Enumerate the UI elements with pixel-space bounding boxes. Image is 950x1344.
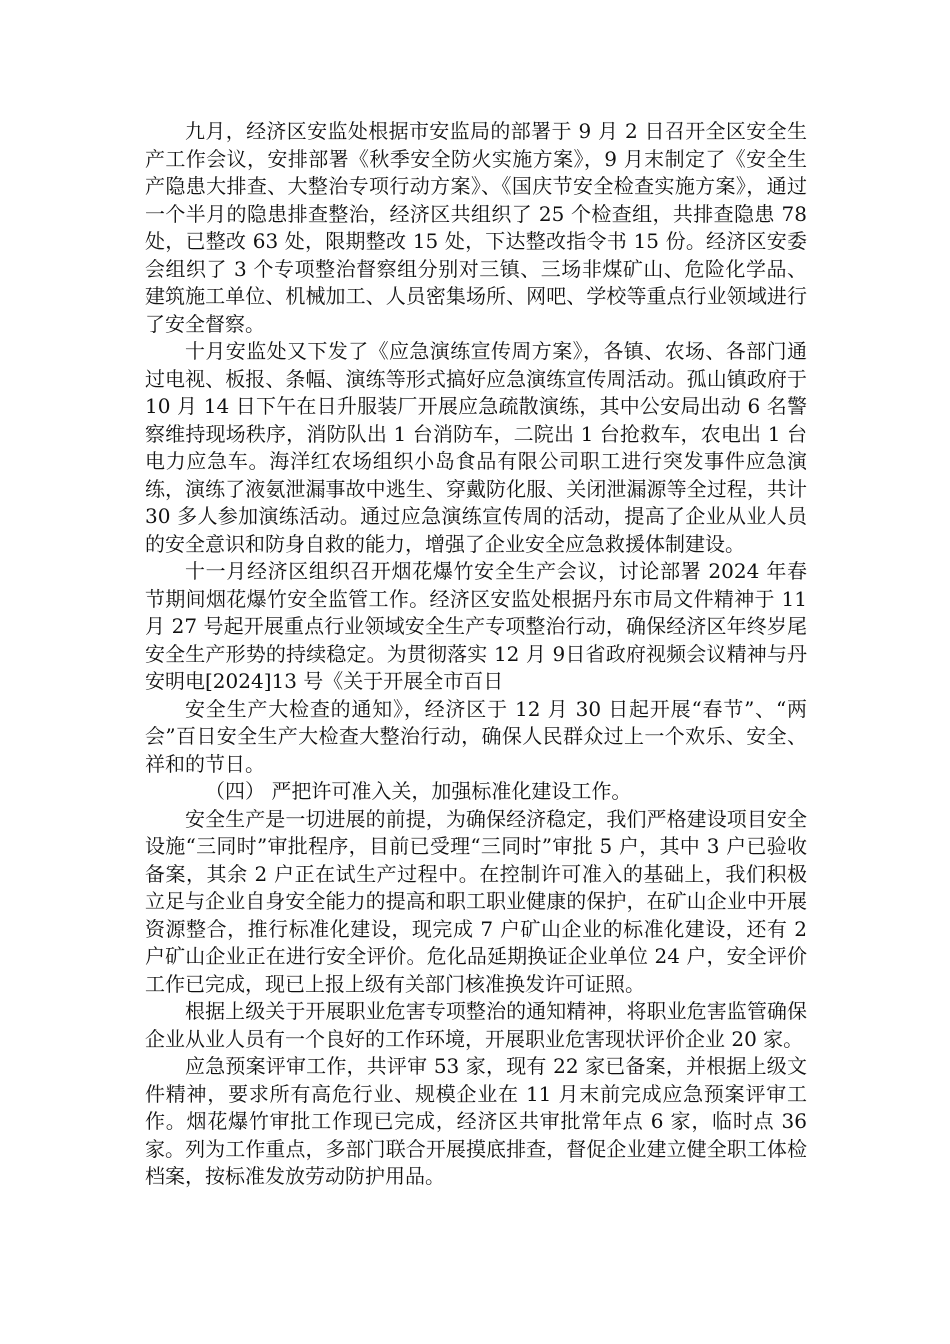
paragraph-emergency-plan-review: 应急预案评审工作，共评审 53 家，现有 22 家已备案，并根据上级文件精神，要求所有高危行业、规模企业在 11 月末前完成应急预案评审工作。烟花爆竹审批工作现已完成，经济区共审批常年点 6 家，临时点 36 家。列为工作重点，多部门联合开展摸底排查，督促企业建立健全职工体检档案，按标准发放劳动防护用品。 — [145, 1054, 807, 1188]
paragraph-september-safety-work: 九月，经济区安监处根据市安监局的部署于 9 月 2 日召开全区安全生产工作会议，安排部署《秋季安全防火实施方案》，9 月末制定了《安全生产隐患大排查、大整治专项行动方案》、《国庆节安全检查实施方案》，通过一个半月的隐患排查整治，经济区共组织了 25 个检查组，共排查隐患 78 处，已整改 63 处，限期整改 15 处，下达整改指令书 15 份。经济区安委会组织了 3 个专项整治督察组分别对三镇、三场非煤矿山、危险化学品、建筑施工单位、机械加工、人员密集场所、网吧、学校等重点行业领域进行了安全督察。 — [145, 119, 807, 336]
paragraph-october-emergency-drill: 十月安监处又下发了《应急演练宣传周方案》，各镇、农场、各部门通过电视、板报、条幅、演练等形式搞好应急演练宣传周活动。孤山镇政府于 10 月 14 日下午在日升服装厂开展应急疏散演练，其中公安局出动 6 名警察维持现场秩序，消防队出 1 台消防车，二院出 1 台抢救车，农电出 1 台电力应急车。海洋红农场组织小岛食品有限公司职工进行突发事件应急演练，演练了液氨泄漏事故中逃生、穿戴防化服、关闭泄漏源等全过程，共计 30 多人参加演练活动。通过应急演练宣传周的活动，提高了企业从业人员的安全意识和防身自救的能力，增强了企业安全应急救援体制建设。 — [145, 339, 807, 556]
paragraph-three-simultaneous-approval: 安全生产是一切进展的前提，为确保经济稳定，我们严格建设项目安全设施“三同时”审批程序，目前已受理“三同时”审批 5 户，其中 3 户已验收备案，其余 2 户正在试生产过程中。在控制许可准入的基础上，我们积极立足与企业自身安全能力的提高和职工职业健康的保护，在矿山企业中开展资源整合，推行标准化建设，现完成 7 户矿山企业的标准化建设，还有 2 户矿山企业正在进行安全评价。危化品延期换证企业单位 24 户，安全评价工作已完成，现已上报上级有关部门核准换发许可证照。 — [145, 806, 807, 996]
document-body — [145, 118, 807, 1191]
paragraph-november-fireworks-safety: 十一月经济区组织召开烟花爆竹安全生产会议，讨论部署 2024 年春节期间烟花爆竹安全监管工作。经济区安监处根据丹东市局文件精神于 11 月 27 号起开展重点行业领域安全生产专项整治行动，确保经济区年终岁尾安全生产形势的持续稳定。为贯彻落实 12 月 9日省政府视频会议精神与丹安明电[2024]13 号《关于开展全市百日 — [145, 559, 807, 693]
paragraph-hundred-day-inspection: 安全生产大检查的通知》，经济区于 12 月 30 日起开展“春节”、“两会”百日安全生产大检查大整治行动，确保人民群众过上一个欢乐、安全、祥和的节日。 — [145, 696, 807, 776]
paragraph-occupational-hazard: 根据上级关于开展职业危害专项整治的通知精神，将职业危害监管确保企业从业人员有一个良好的工作环境，开展职业危害现状评价企业 20 家。 — [145, 999, 807, 1051]
section-heading-licensing: （四） 严把许可准入关，加强标准化建设工作。 — [205, 779, 632, 803]
